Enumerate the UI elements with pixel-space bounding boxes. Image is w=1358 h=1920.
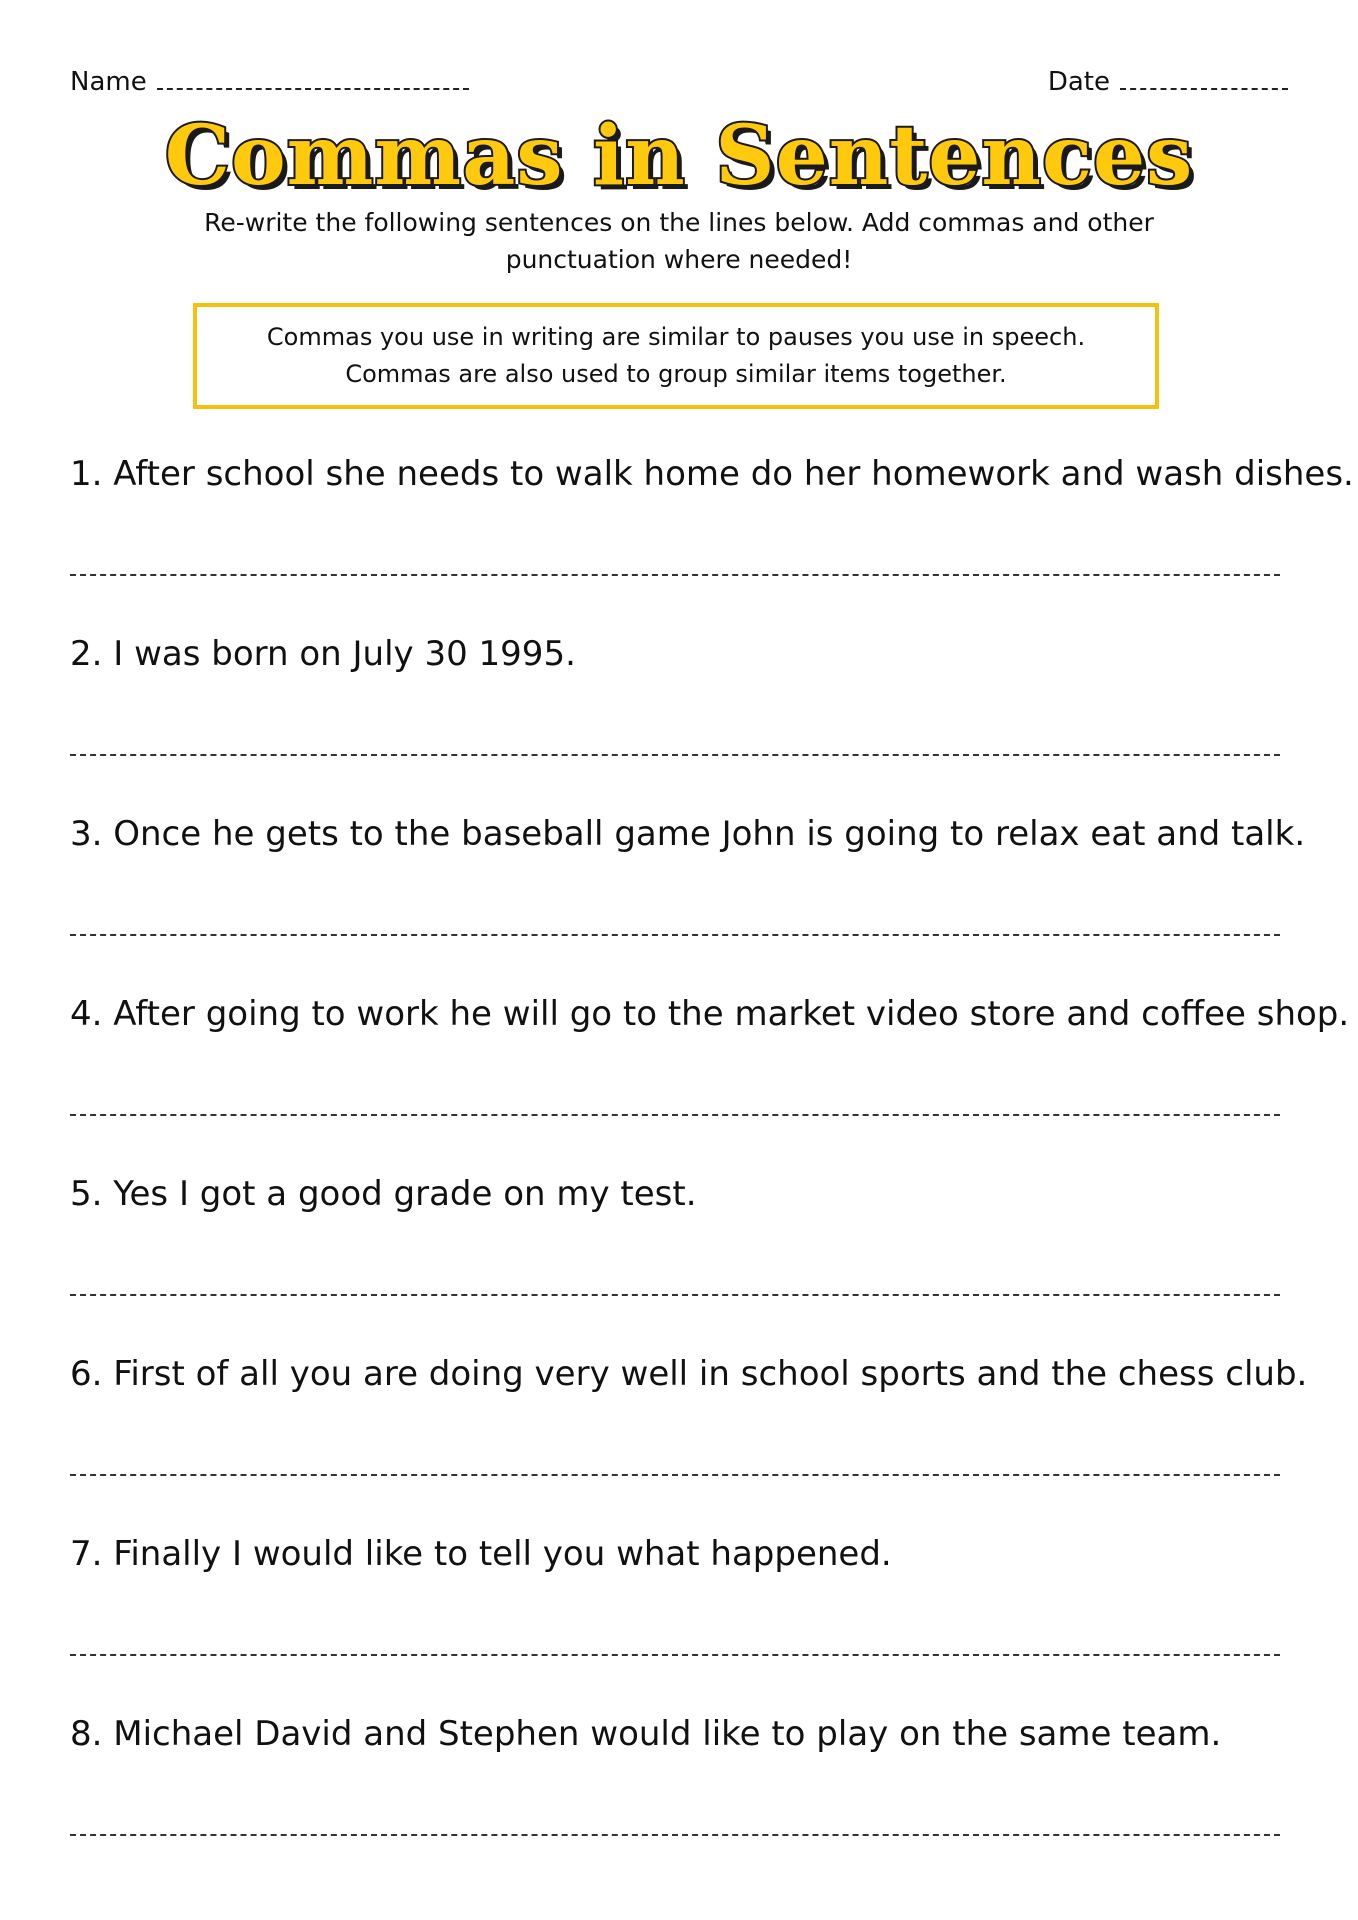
worksheet-title: Commas in Sentences [164, 108, 1194, 204]
question-item [70, 1520, 1280, 1700]
question-text: 7. Finally I would like to tell you what happened. [70, 1534, 892, 1574]
name-blank-line[interactable] [157, 66, 469, 90]
question-text: 3. Once he gets to the baseball game John is going to relax eat and talk. [70, 814, 1306, 854]
answer-line[interactable] [70, 1654, 1280, 1656]
question-list [70, 440, 1354, 1880]
question-item [70, 1340, 1308, 1520]
date-blank-line[interactable] [1120, 66, 1288, 90]
question-item [70, 1700, 1280, 1880]
answer-line[interactable] [70, 1294, 1280, 1296]
question-text: 8. Michael David and Stephen would like to play on the same team. [70, 1714, 1222, 1754]
answer-line[interactable] [70, 1474, 1280, 1476]
instructions-text: Re-write the following sentences on the lines below. Add commas and other punctuation where needed! [204, 208, 1154, 274]
name-label: Name [70, 67, 147, 97]
question-text: 4. After going to work he will go to the market video store and coffee shop. [70, 994, 1350, 1034]
answer-line[interactable] [70, 1114, 1280, 1116]
answer-line[interactable] [70, 1834, 1280, 1836]
question-text: 5. Yes I got a good grade on my test. [70, 1174, 697, 1214]
question-text: 2. I was born on July 30 1995. [70, 634, 576, 674]
question-text: 6. First of all you are doing very well in school sports and the chess club. [70, 1354, 1308, 1394]
name-field [70, 66, 469, 97]
answer-line[interactable] [70, 934, 1280, 936]
answer-line[interactable] [70, 754, 1280, 756]
question-item [70, 800, 1306, 980]
question-item [70, 620, 1280, 800]
date-label: Date [1047, 67, 1110, 97]
answer-line[interactable] [70, 574, 1280, 576]
tip-text: Commas you use in writing are similar to pauses you use in speech. Commas are also used to group similar items together. [266, 323, 1086, 388]
tip-box [193, 303, 1159, 409]
question-item [70, 440, 1354, 620]
question-text: 1. After school she needs to walk home do her homework and wash dishes. [70, 454, 1354, 494]
header-row [70, 66, 1288, 106]
question-item [70, 980, 1350, 1160]
date-field [1048, 66, 1288, 97]
question-item [70, 1160, 1280, 1340]
